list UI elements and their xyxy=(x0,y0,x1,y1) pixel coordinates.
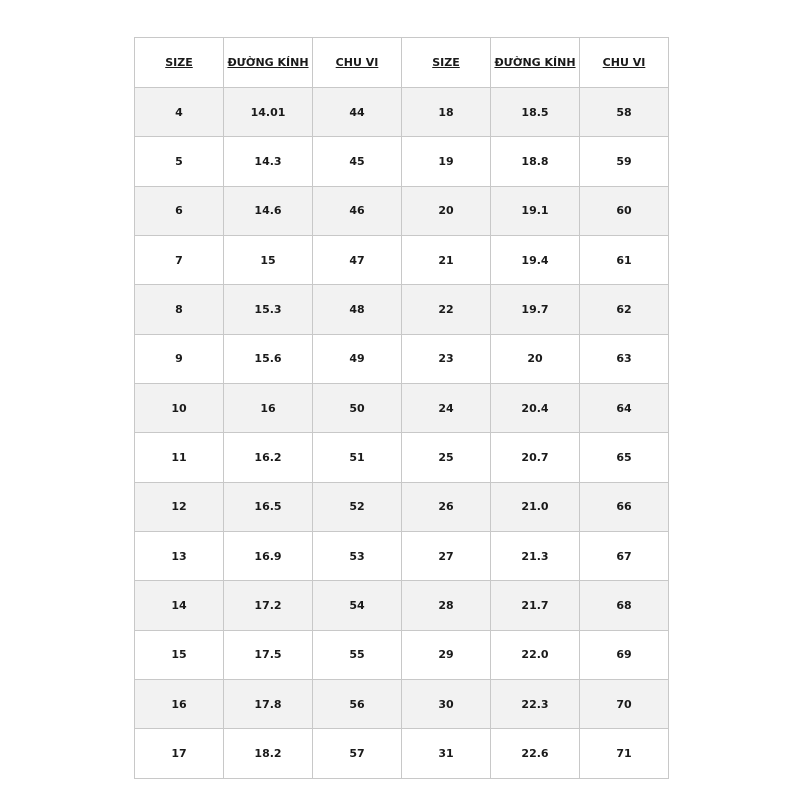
cell-circumference-left: 47 xyxy=(313,236,402,285)
cell-diameter-left: 14.3 xyxy=(224,137,313,186)
cell-circumference-right: 67 xyxy=(580,532,669,581)
table-row xyxy=(135,729,669,778)
cell-diameter-left: 14.6 xyxy=(224,186,313,235)
table-row xyxy=(135,581,669,630)
table-row xyxy=(135,680,669,729)
cell-circumference-left: 44 xyxy=(313,88,402,137)
cell-size-left: 5 xyxy=(135,137,224,186)
header-size-right: SIZE xyxy=(402,38,491,88)
cell-size-left: 6 xyxy=(135,186,224,235)
cell-circumference-right: 64 xyxy=(580,384,669,433)
cell-diameter-right: 19.1 xyxy=(491,186,580,235)
cell-diameter-right: 20.7 xyxy=(491,433,580,482)
cell-circumference-right: 59 xyxy=(580,137,669,186)
cell-diameter-left: 16.2 xyxy=(224,433,313,482)
cell-diameter-left: 15 xyxy=(224,236,313,285)
cell-diameter-left: 18.2 xyxy=(224,729,313,778)
cell-size-right: 24 xyxy=(402,384,491,433)
cell-circumference-right: 65 xyxy=(580,433,669,482)
table-row xyxy=(135,285,669,334)
cell-size-left: 17 xyxy=(135,729,224,778)
cell-size-left: 15 xyxy=(135,630,224,679)
cell-size-right: 25 xyxy=(402,433,491,482)
cell-circumference-right: 61 xyxy=(580,236,669,285)
cell-circumference-right: 68 xyxy=(580,581,669,630)
cell-circumference-right: 66 xyxy=(580,482,669,531)
cell-circumference-right: 58 xyxy=(580,88,669,137)
cell-size-right: 29 xyxy=(402,630,491,679)
cell-circumference-right: 62 xyxy=(580,285,669,334)
cell-size-right: 20 xyxy=(402,186,491,235)
cell-size-right: 21 xyxy=(402,236,491,285)
table-row xyxy=(135,532,669,581)
table-row xyxy=(135,482,669,531)
cell-diameter-right: 20.4 xyxy=(491,384,580,433)
cell-diameter-left: 17.5 xyxy=(224,630,313,679)
table-row xyxy=(135,630,669,679)
cell-circumference-left: 51 xyxy=(313,433,402,482)
cell-diameter-left: 17.2 xyxy=(224,581,313,630)
cell-diameter-right: 21.7 xyxy=(491,581,580,630)
cell-diameter-right: 19.4 xyxy=(491,236,580,285)
cell-size-right: 27 xyxy=(402,532,491,581)
cell-diameter-right: 22.6 xyxy=(491,729,580,778)
cell-diameter-left: 16.9 xyxy=(224,532,313,581)
table-row xyxy=(135,186,669,235)
cell-circumference-left: 45 xyxy=(313,137,402,186)
cell-circumference-left: 50 xyxy=(313,384,402,433)
cell-size-right: 22 xyxy=(402,285,491,334)
cell-circumference-right: 69 xyxy=(580,630,669,679)
table-row xyxy=(135,334,669,383)
cell-diameter-right: 22.3 xyxy=(491,680,580,729)
cell-diameter-left: 17.8 xyxy=(224,680,313,729)
cell-circumference-right: 71 xyxy=(580,729,669,778)
table-row xyxy=(135,384,669,433)
ring-size-table xyxy=(134,37,669,779)
cell-size-right: 18 xyxy=(402,88,491,137)
cell-diameter-left: 14.01 xyxy=(224,88,313,137)
cell-circumference-left: 55 xyxy=(313,630,402,679)
table-row xyxy=(135,236,669,285)
cell-diameter-right: 21.3 xyxy=(491,532,580,581)
cell-circumference-left: 49 xyxy=(313,334,402,383)
cell-diameter-left: 16.5 xyxy=(224,482,313,531)
table-header-row xyxy=(135,38,669,88)
table-row xyxy=(135,433,669,482)
cell-circumference-left: 57 xyxy=(313,729,402,778)
cell-size-left: 16 xyxy=(135,680,224,729)
cell-diameter-right: 18.5 xyxy=(491,88,580,137)
cell-circumference-left: 52 xyxy=(313,482,402,531)
cell-diameter-right: 19.7 xyxy=(491,285,580,334)
cell-circumference-left: 54 xyxy=(313,581,402,630)
header-diameter-left: ĐƯỜNG KÍNH xyxy=(224,38,313,88)
table-row xyxy=(135,137,669,186)
header-circumference-left: CHU VI xyxy=(313,38,402,88)
cell-diameter-right: 18.8 xyxy=(491,137,580,186)
cell-size-left: 7 xyxy=(135,236,224,285)
header-circumference-right: CHU VI xyxy=(580,38,669,88)
cell-size-right: 31 xyxy=(402,729,491,778)
cell-size-left: 4 xyxy=(135,88,224,137)
cell-circumference-left: 53 xyxy=(313,532,402,581)
cell-diameter-right: 22.0 xyxy=(491,630,580,679)
cell-size-left: 8 xyxy=(135,285,224,334)
cell-size-left: 14 xyxy=(135,581,224,630)
cell-size-right: 19 xyxy=(402,137,491,186)
cell-circumference-right: 60 xyxy=(580,186,669,235)
cell-size-left: 11 xyxy=(135,433,224,482)
table-body xyxy=(135,88,669,779)
cell-size-left: 12 xyxy=(135,482,224,531)
cell-circumference-left: 48 xyxy=(313,285,402,334)
cell-diameter-left: 15.3 xyxy=(224,285,313,334)
cell-diameter-left: 15.6 xyxy=(224,334,313,383)
header-size-left: SIZE xyxy=(135,38,224,88)
cell-diameter-right: 20 xyxy=(491,334,580,383)
cell-circumference-left: 56 xyxy=(313,680,402,729)
cell-circumference-left: 46 xyxy=(313,186,402,235)
cell-size-right: 28 xyxy=(402,581,491,630)
cell-size-right: 26 xyxy=(402,482,491,531)
cell-size-left: 13 xyxy=(135,532,224,581)
cell-size-right: 30 xyxy=(402,680,491,729)
cell-diameter-left: 16 xyxy=(224,384,313,433)
cell-size-right: 23 xyxy=(402,334,491,383)
cell-diameter-right: 21.0 xyxy=(491,482,580,531)
cell-circumference-right: 70 xyxy=(580,680,669,729)
cell-circumference-right: 63 xyxy=(580,334,669,383)
cell-size-left: 9 xyxy=(135,334,224,383)
table-row xyxy=(135,88,669,137)
header-diameter-right: ĐƯỜNG KÍNH xyxy=(491,38,580,88)
cell-size-left: 10 xyxy=(135,384,224,433)
